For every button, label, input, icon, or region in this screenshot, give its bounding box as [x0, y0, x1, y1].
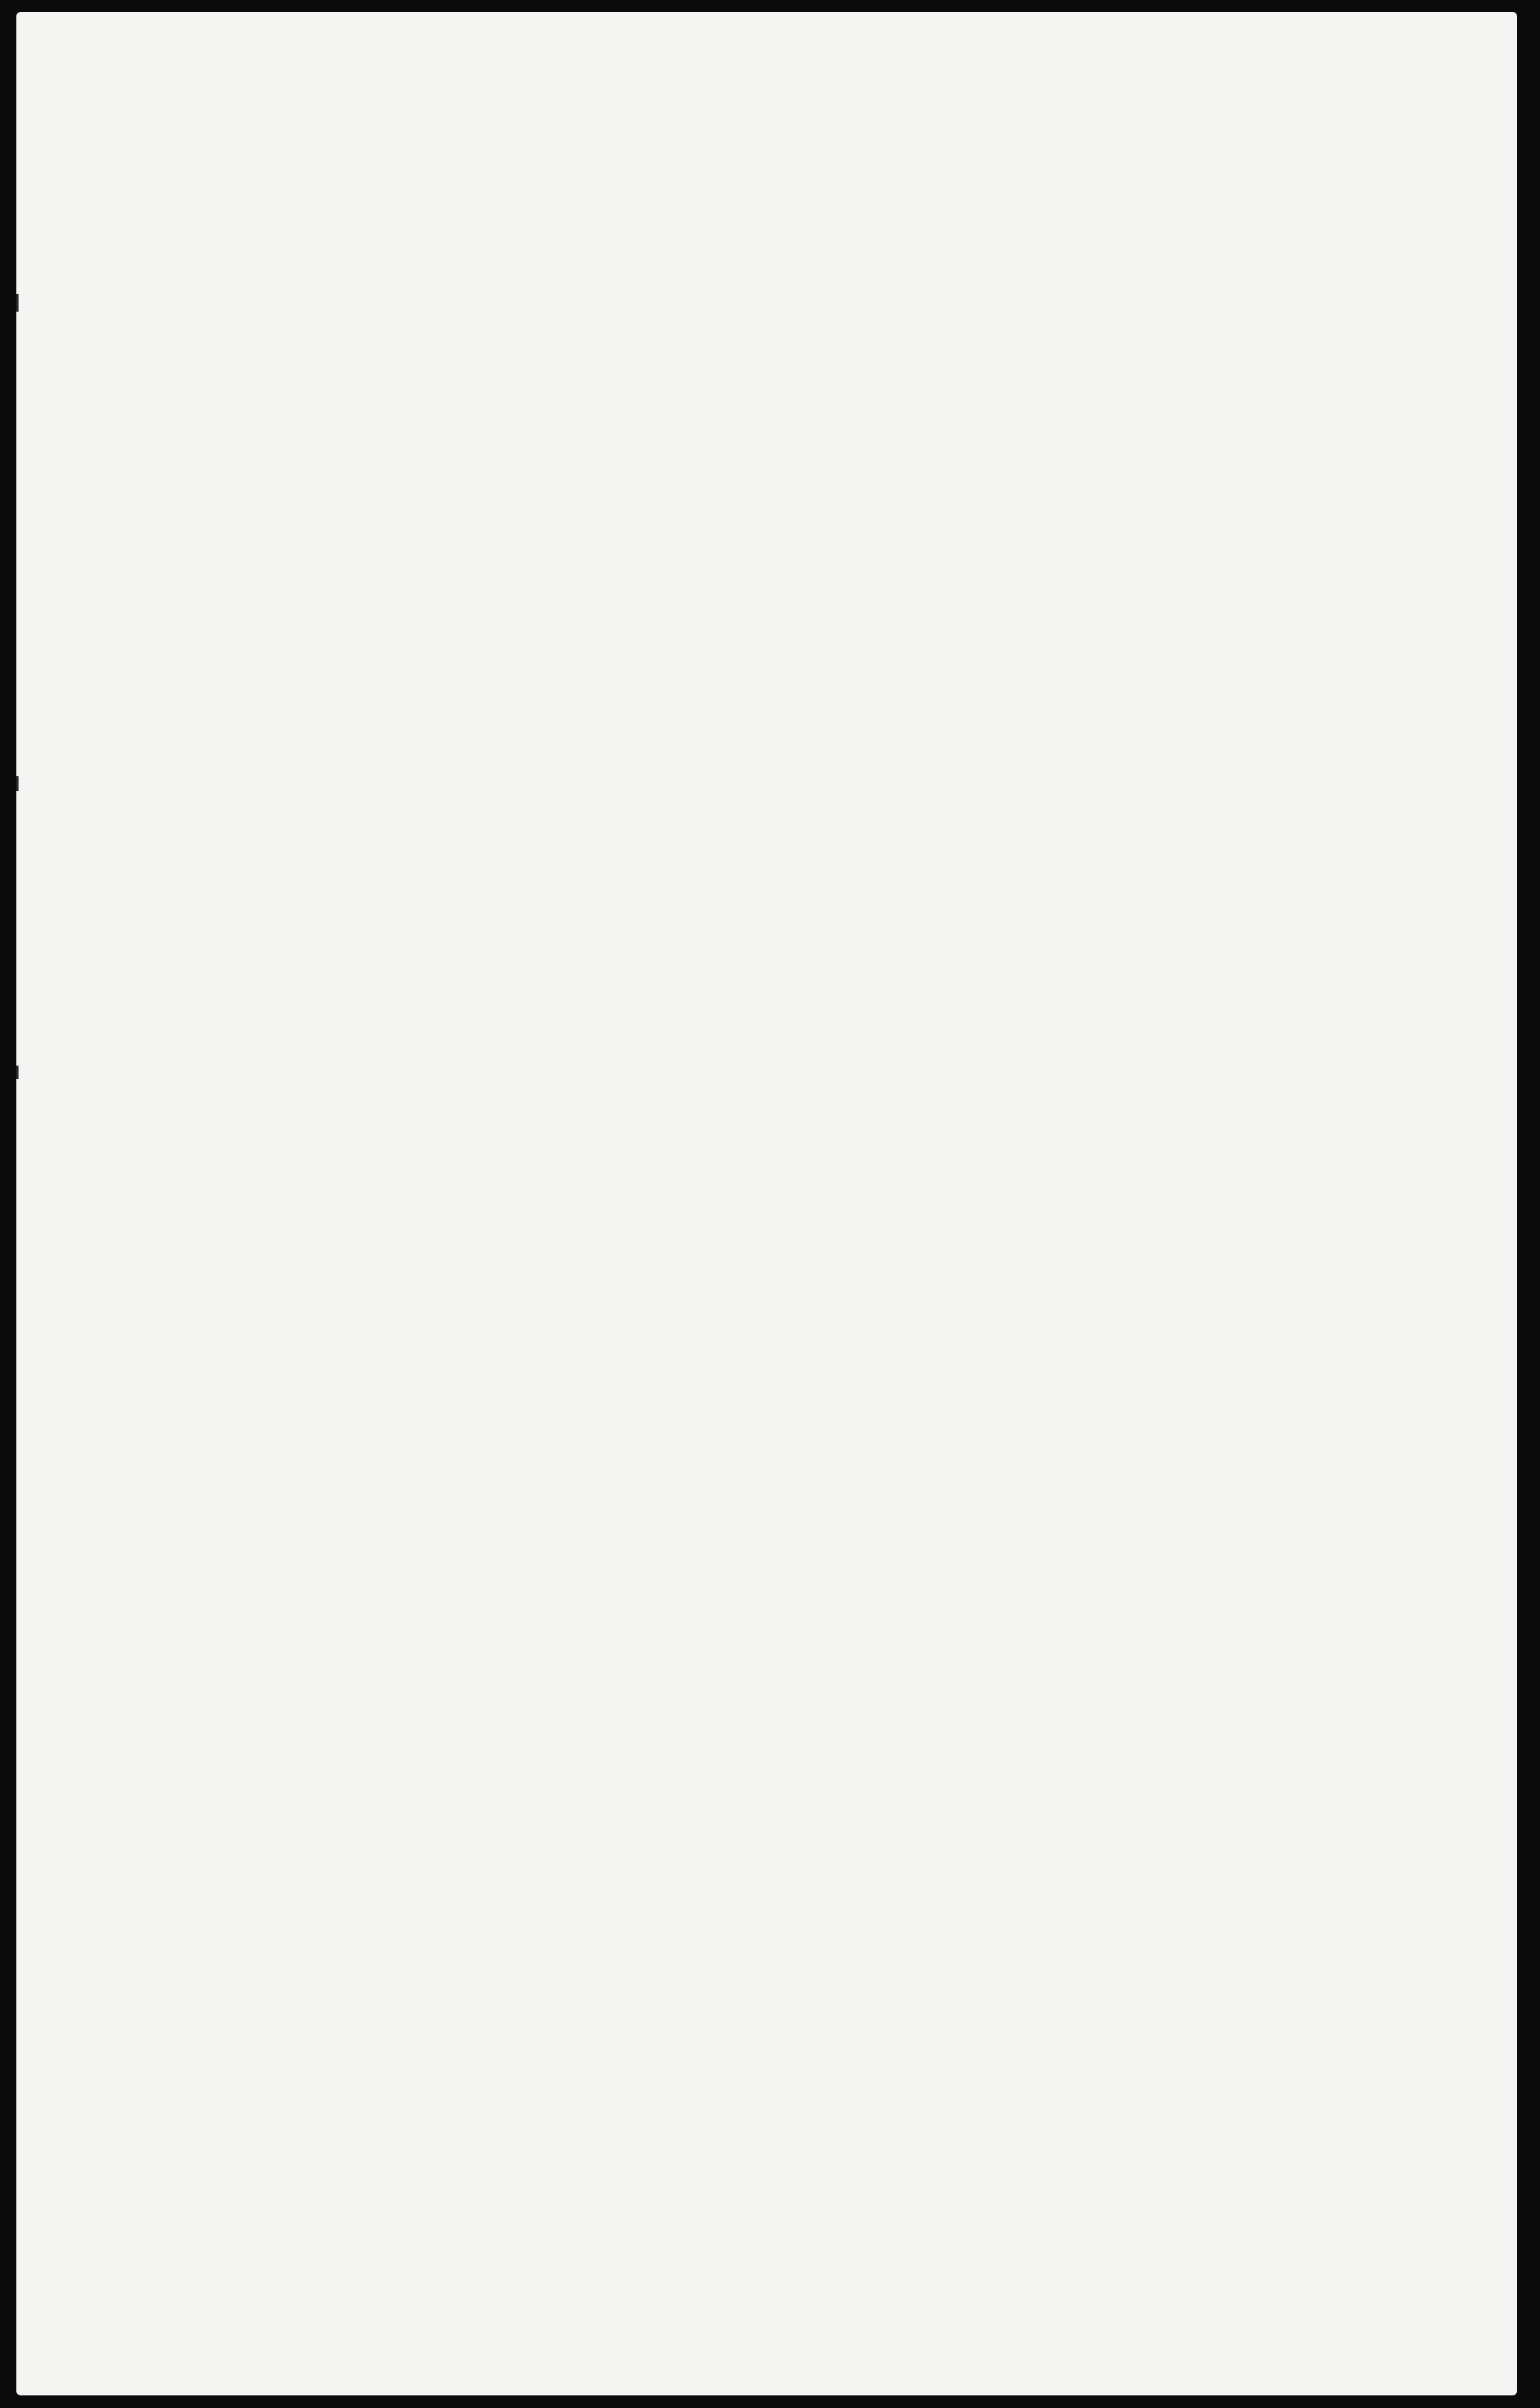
page-text	[248, 179, 1397, 238]
margin-mark	[16, 294, 19, 312]
scanned-page	[16, 12, 1517, 2395]
margin-mark	[16, 1066, 19, 1079]
margin-mark	[16, 776, 19, 791]
